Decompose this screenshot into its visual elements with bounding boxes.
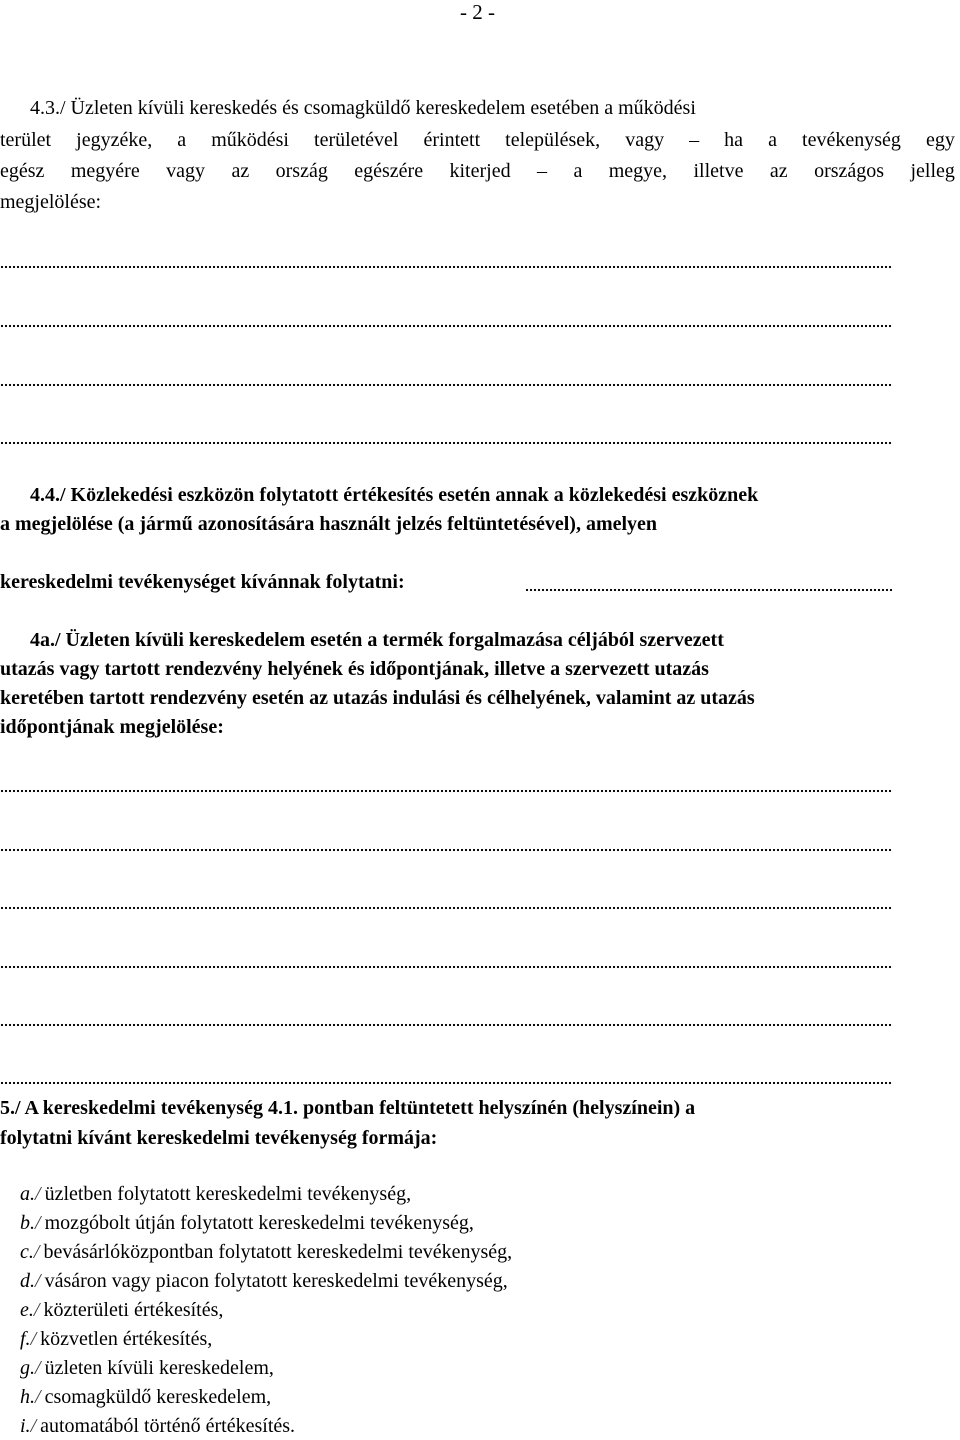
word: egész (0, 160, 45, 182)
fill-line[interactable] (0, 905, 893, 911)
section-5-line-2: folytatni kívánt kereskedelmi tevékenység formája: (0, 1127, 438, 1149)
option-d[interactable]: d./ vásáron vagy piacon folytatott kereskedelmi tevékenység, (20, 1270, 508, 1292)
option-e[interactable]: e./ közterületi értékesítés, (20, 1299, 224, 1321)
section-4-4-line-1: 4.4./ Közlekedési eszközön folytatott értékesítés esetén annak a közlekedési eszköznek (30, 484, 759, 506)
section-5-line-1: 5./ A kereskedelmi tevékenység 4.1. pontban feltüntetett helyszínén (helyszínein) a (0, 1097, 696, 1119)
option-text: vásáron vagy piacon folytatott kereskedelmi tevékenység, (44, 1270, 508, 1292)
section-4a-line-1: 4a./ Üzleten kívüli kereskedelem esetén a termék forgalmazása céljából szervezett (30, 629, 724, 651)
option-letter: h. (20, 1386, 35, 1408)
option-a[interactable]: a./ üzletben folytatott kereskedelmi tevékenység, (20, 1183, 412, 1205)
option-g[interactable]: g./ üzleten kívüli kereskedelem, (20, 1357, 274, 1379)
word: települések, (505, 129, 601, 151)
section-4-3-line-3 (0, 158, 955, 184)
fill-line[interactable] (0, 847, 893, 853)
section-4-3-line-2 (0, 127, 955, 153)
word: – (537, 160, 548, 182)
page-number: - 2 - (460, 0, 495, 24)
word: kiterjed (449, 160, 511, 182)
section-4-4-line-2: a megjelölése (a jármű azonosítására használt jelzés feltüntetésével), amelyen (0, 513, 658, 535)
option-letter: d. (20, 1270, 35, 1292)
option-letter: g. (20, 1357, 35, 1379)
option-text: közvetlen értékesítés, (40, 1328, 213, 1350)
word: megyére (70, 160, 140, 182)
option-text: bevásárlóközpontban folytatott kereskedelmi tevékenység, (43, 1241, 513, 1263)
option-text: mozgóbolt útján folytatott kereskedelmi tevékenység, (44, 1212, 474, 1234)
word: megye, (608, 160, 668, 182)
word: a (768, 129, 777, 151)
word: illetve (693, 160, 744, 182)
fill-line[interactable] (0, 964, 893, 970)
fill-line[interactable] (0, 264, 893, 270)
word: – (689, 129, 700, 151)
option-letter: i. (20, 1415, 31, 1437)
word: működési (211, 129, 289, 151)
section-4a-line-4: időpontjának megjelölése: (0, 716, 224, 738)
option-text: automatából történő értékesítés. (40, 1415, 296, 1437)
option-text: csomagküldő kereskedelem, (44, 1386, 272, 1408)
word: az (769, 160, 788, 182)
word: országos (814, 160, 885, 182)
fill-line[interactable] (0, 788, 893, 794)
option-letter: f. (20, 1328, 31, 1350)
option-letter: c. (20, 1241, 34, 1263)
word: a (573, 160, 583, 182)
option-letter: a. (20, 1183, 35, 1205)
option-letter: e. (20, 1299, 34, 1321)
word: terület (0, 129, 52, 151)
fill-line[interactable] (0, 1022, 893, 1028)
section-4a-line-2: utazás vagy tartott rendezvény helyének és időpontjának, illetve a szervezett utazás (0, 658, 709, 680)
section-4a-line-3: keretében tartott rendezvény esetén az utazás indulási és célhelyének, valamint az utazás (0, 687, 755, 709)
option-text: üzletben folytatott kereskedelmi tevékenység, (44, 1183, 412, 1205)
word: vagy (625, 129, 665, 151)
section-4-3-line-1: 4.3./ Üzleten kívüli kereskedés és csomagküldő kereskedelem esetében a működési (30, 97, 696, 119)
word: egy (925, 129, 955, 151)
word: jegyzéke, (76, 129, 153, 151)
word: ország (275, 160, 328, 182)
word: területével (314, 129, 399, 151)
fill-line[interactable] (0, 382, 893, 388)
word: egészére (354, 160, 424, 182)
fill-line[interactable] (525, 587, 893, 593)
word: ha (724, 129, 744, 151)
option-h[interactable]: h./ csomagküldő kereskedelem, (20, 1386, 272, 1408)
word: jelleg (910, 160, 955, 182)
option-c[interactable]: c./ bevásárlóközpontban folytatott kereskedelmi tevékenység, (20, 1241, 513, 1263)
fill-line[interactable] (0, 323, 893, 329)
word: érintett (423, 129, 481, 151)
option-f[interactable]: f./ közvetlen értékesítés, (20, 1328, 213, 1350)
word: tevékenység (802, 129, 901, 151)
option-i[interactable]: i./ automatából történő értékesítés. (20, 1415, 296, 1437)
section-4-3-line-4: megjelölése: (0, 191, 102, 213)
word: az (231, 160, 250, 182)
word: a (177, 129, 187, 151)
option-b[interactable]: b./ mozgóbolt útján folytatott kereskedelmi tevékenység, (20, 1212, 474, 1234)
option-text: üzleten kívüli kereskedelem, (44, 1357, 274, 1379)
word: vagy (166, 160, 206, 182)
fill-line[interactable] (0, 1080, 893, 1086)
fill-line[interactable] (0, 440, 893, 446)
option-letter: b. (20, 1212, 35, 1234)
section-4-4-line-3: kereskedelmi tevékenységet kívánnak folytatni: (0, 571, 405, 593)
option-text: közterületi értékesítés, (43, 1299, 224, 1321)
